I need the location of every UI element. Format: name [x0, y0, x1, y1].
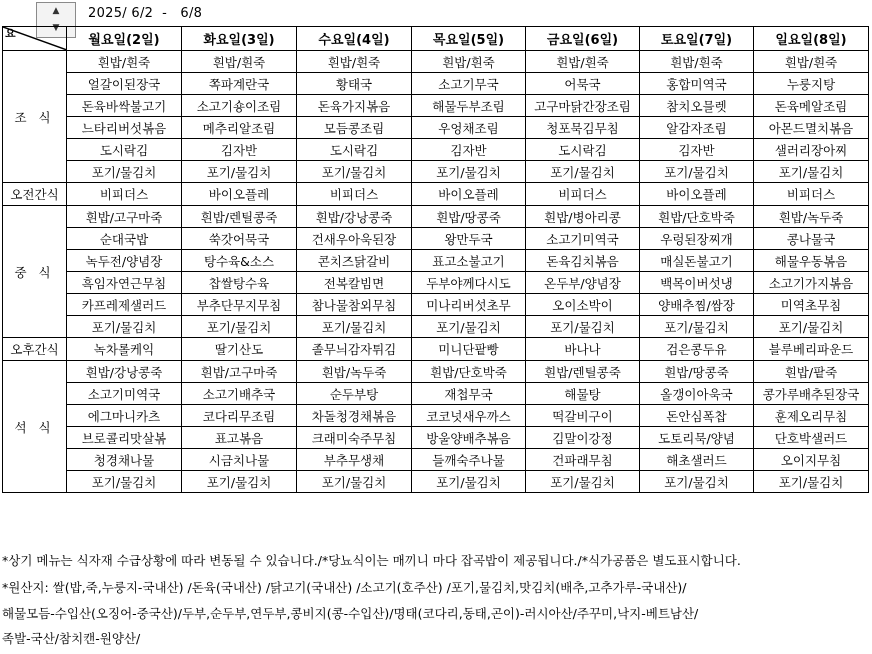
menu-cell[interactable]: 도시락김 — [297, 139, 412, 161]
menu-cell[interactable]: 콘치즈닭갈비 — [297, 250, 412, 272]
menu-cell[interactable]: 쪽파계란국 — [182, 73, 297, 95]
menu-cell[interactable]: 포기/물김치 — [182, 316, 297, 338]
snack-cell[interactable]: 녹차롤케익 — [67, 338, 182, 361]
menu-cell[interactable]: 흰밥/단호박죽 — [640, 206, 754, 228]
weekly-menu-table — [2, 26, 869, 493]
menu-cell[interactable]: 흰밥/땅콩죽 — [412, 206, 526, 228]
menu-cell[interactable]: 포기/물김치 — [412, 161, 526, 183]
menu-cell[interactable]: 도시락김 — [67, 139, 182, 161]
menu-cell[interactable]: 얼갈이된장국 — [67, 73, 182, 95]
afternoon-snack-label: 오후간식 — [3, 338, 67, 361]
menu-cell[interactable]: 포기/물김치 — [67, 471, 182, 493]
lunch-row — [3, 294, 869, 316]
menu-cell[interactable]: 흰밥/땅콩죽 — [640, 361, 754, 383]
menu-cell[interactable]: 포기/물김치 — [182, 471, 297, 493]
header-row — [3, 27, 869, 51]
menu-cell[interactable]: 에그마니카츠 — [67, 405, 182, 427]
snack-cell[interactable]: 비피더스 — [526, 183, 640, 206]
menu-cell[interactable]: 부추무생채 — [297, 449, 412, 471]
menu-cell[interactable]: 알감자조림 — [640, 117, 754, 139]
dinner-row — [3, 383, 869, 405]
menu-cell[interactable]: 떡갈비구이 — [526, 405, 640, 427]
day-header: 수요일(4일) — [297, 27, 412, 51]
menu-cell[interactable]: 단호박샐러드 — [754, 427, 869, 449]
snack-cell[interactable]: 블루베리파운드 — [754, 338, 869, 361]
menu-cell[interactable]: 온두부/양념장 — [526, 272, 640, 294]
menu-cell[interactable]: 흰밥/팥죽 — [754, 361, 869, 383]
menu-cell[interactable]: 소고기미역국 — [67, 383, 182, 405]
menu-cell[interactable]: 백목이버섯냉 — [640, 272, 754, 294]
menu-cell[interactable]: 돈육메알조림 — [754, 95, 869, 117]
snack-cell[interactable]: 검은콩두유 — [640, 338, 754, 361]
menu-cell[interactable]: 녹두전/양념장 — [67, 250, 182, 272]
menu-cell[interactable]: 포기/물김치 — [640, 161, 754, 183]
menu-cell[interactable]: 순대국밥 — [67, 228, 182, 250]
menu-cell[interactable]: 흰밥/흰죽 — [526, 51, 640, 73]
breakfast-label: 조 식 — [3, 51, 67, 183]
morning-snack-label: 오전간식 — [3, 183, 67, 206]
menu-cell[interactable]: 탕수육&소스 — [182, 250, 297, 272]
menu-cell[interactable]: 양배추찜/쌈장 — [640, 294, 754, 316]
menu-cell[interactable]: 김자반 — [182, 139, 297, 161]
morning-snack-row — [3, 183, 869, 206]
menu-cell[interactable]: 김자반 — [640, 139, 754, 161]
menu-cell[interactable]: 돈육바싹불고기 — [67, 95, 182, 117]
menu-cell[interactable]: 모듬콩조림 — [297, 117, 412, 139]
menu-cell[interactable]: 소고기배추국 — [182, 383, 297, 405]
breakfast-row — [3, 117, 869, 139]
dinner-row — [3, 471, 869, 493]
menu-cell[interactable]: 왕만두국 — [412, 228, 526, 250]
breakfast-row — [3, 73, 869, 95]
menu-cell[interactable]: 포기/물김치 — [412, 316, 526, 338]
menu-cell[interactable]: 포기/물김치 — [526, 471, 640, 493]
menu-cell[interactable]: 고구마닭간장조림 — [526, 95, 640, 117]
menu-cell[interactable]: 매실돈불고기 — [640, 250, 754, 272]
menu-cell[interactable]: 건새우아욱된장 — [297, 228, 412, 250]
dinner-row — [3, 449, 869, 471]
menu-cell[interactable]: 포기/물김치 — [67, 161, 182, 183]
menu-cell[interactable]: 표고소불고기 — [412, 250, 526, 272]
breakfast-row — [3, 161, 869, 183]
menu-cell[interactable]: 미역초무침 — [754, 294, 869, 316]
menu-cell[interactable]: 돈육김치볶음 — [526, 250, 640, 272]
day-header: 금요일(6일) — [526, 27, 640, 51]
menu-cell[interactable]: 미나리버섯초무 — [412, 294, 526, 316]
lunch-row — [3, 228, 869, 250]
menu-cell[interactable]: 오이소박이 — [526, 294, 640, 316]
menu-cell[interactable]: 흰밥/흰죽 — [182, 51, 297, 73]
menu-cell[interactable]: 포기/물김치 — [640, 316, 754, 338]
menu-cell[interactable]: 느타리버섯볶음 — [67, 117, 182, 139]
menu-cell[interactable]: 흑임자연근무침 — [67, 272, 182, 294]
menu-cell[interactable]: 오이지무침 — [754, 449, 869, 471]
menu-cell[interactable]: 소고기무국 — [412, 73, 526, 95]
menu-cell[interactable]: 흰밥/렌틸콩죽 — [526, 361, 640, 383]
note-line: 해물모듬-수입산(오징어-중국산)/두부,순두부,연두부,콩비지(콩-수입산)/명태(코다리,동태,곤이)-러시아산/주꾸미,낙지-베트남산/ — [2, 606, 699, 621]
day-header: 토요일(7일) — [640, 27, 754, 51]
spin-down-icon[interactable]: ▼ — [37, 20, 75, 37]
menu-cell[interactable]: 흰밥/흰죽 — [297, 51, 412, 73]
menu-cell[interactable]: 재첩무국 — [412, 383, 526, 405]
menu-cell[interactable]: 돈육가지볶음 — [297, 95, 412, 117]
menu-cell[interactable]: 흰밥/고구마죽 — [67, 206, 182, 228]
menu-cell[interactable]: 포기/물김치 — [754, 471, 869, 493]
menu-cell[interactable]: 해물우동볶음 — [754, 250, 869, 272]
dinner-row — [3, 361, 869, 383]
menu-cell[interactable]: 소고기숑이조림 — [182, 95, 297, 117]
afternoon-snack-row — [3, 338, 869, 361]
breakfast-row — [3, 95, 869, 117]
menu-cell[interactable]: 청포묵김무침 — [526, 117, 640, 139]
menu-cell[interactable]: 흰밥/흰죽 — [412, 51, 526, 73]
breakfast-row — [3, 139, 869, 161]
menu-cell[interactable]: 흰밥/병아리콩 — [526, 206, 640, 228]
menu-cell[interactable]: 코다리무조림 — [182, 405, 297, 427]
menu-cell[interactable]: 흰밥/강낭콩죽 — [67, 361, 182, 383]
snack-cell[interactable]: 바이오플레 — [640, 183, 754, 206]
menu-cell[interactable]: 크래미숙주무침 — [297, 427, 412, 449]
dinner-row — [3, 427, 869, 449]
menu-cell[interactable]: 포기/물김치 — [182, 161, 297, 183]
snack-cell[interactable]: 바이오플레 — [412, 183, 526, 206]
day-header: 월요일(2일) — [67, 27, 182, 51]
menu-cell[interactable]: 포기/물김치 — [640, 471, 754, 493]
menu-cell[interactable]: 방울양배추볶음 — [412, 427, 526, 449]
menu-cell[interactable]: 황태국 — [297, 73, 412, 95]
menu-cell[interactable]: 김말이강정 — [526, 427, 640, 449]
menu-cell[interactable]: 코코넛새우까스 — [412, 405, 526, 427]
menu-cell[interactable]: 흰밥/흰죽 — [754, 51, 869, 73]
menu-cell[interactable]: 아몬드멸치볶음 — [754, 117, 869, 139]
lunch-label: 중 식 — [3, 206, 67, 338]
menu-cell[interactable]: 포기/물김치 — [754, 161, 869, 183]
menu-cell[interactable]: 흰밥/녹두죽 — [754, 206, 869, 228]
menu-cell[interactable]: 흰밥/녹두죽 — [297, 361, 412, 383]
menu-cell[interactable]: 포기/물김치 — [526, 161, 640, 183]
menu-cell[interactable]: 훈제오리무침 — [754, 405, 869, 427]
menu-cell[interactable]: 소고기가지볶음 — [754, 272, 869, 294]
menu-cell[interactable]: 메추리알조림 — [182, 117, 297, 139]
menu-cell[interactable]: 카프레제샐러드 — [67, 294, 182, 316]
menu-cell[interactable]: 흰밥/흰죽 — [67, 51, 182, 73]
menu-cell[interactable]: 포기/물김치 — [297, 161, 412, 183]
date-range: 2025/ 6/2 - 6/8 — [88, 6, 203, 21]
menu-cell[interactable]: 포기/물김치 — [297, 316, 412, 338]
dinner-label: 석 식 — [3, 361, 67, 493]
menu-cell[interactable]: 어묵국 — [526, 73, 640, 95]
spin-up-icon[interactable]: ▲ — [37, 3, 75, 21]
menu-cell[interactable]: 소고기미역국 — [526, 228, 640, 250]
breakfast-row — [3, 51, 869, 73]
menu-cell[interactable]: 올갱이아욱국 — [640, 383, 754, 405]
menu-cell[interactable]: 해물두부조림 — [412, 95, 526, 117]
menu-cell[interactable]: 포기/물김치 — [67, 316, 182, 338]
snack-cell[interactable]: 바이오플레 — [182, 183, 297, 206]
menu-cell[interactable]: 차돌청경채볶음 — [297, 405, 412, 427]
menu-cell[interactable]: 흰밥/렌틸콩죽 — [182, 206, 297, 228]
lunch-row — [3, 272, 869, 294]
snack-cell[interactable]: 미니단팥빵 — [412, 338, 526, 361]
snack-cell[interactable]: 비피더스 — [297, 183, 412, 206]
menu-cell[interactable]: 김자반 — [412, 139, 526, 161]
menu-cell[interactable]: 흰밥/고구마죽 — [182, 361, 297, 383]
menu-cell[interactable]: 청경채나물 — [67, 449, 182, 471]
menu-cell[interactable]: 참나물참외무침 — [297, 294, 412, 316]
menu-cell[interactable]: 건파래무침 — [526, 449, 640, 471]
snack-cell[interactable]: 졸무늬감자튀김 — [297, 338, 412, 361]
menu-cell[interactable]: 두부야께다시도 — [412, 272, 526, 294]
menu-cell[interactable]: 포기/물김치 — [754, 316, 869, 338]
menu-cell[interactable]: 해물탕 — [526, 383, 640, 405]
menu-cell[interactable]: 도토리묵/양념 — [640, 427, 754, 449]
menu-cell[interactable]: 도시락김 — [526, 139, 640, 161]
day-header: 목요일(5일) — [412, 27, 526, 51]
menu-cell[interactable]: 콩가루배추된장국 — [754, 383, 869, 405]
snack-cell[interactable]: 비피더스 — [754, 183, 869, 206]
lunch-row — [3, 250, 869, 272]
menu-cell[interactable]: 순두부탕 — [297, 383, 412, 405]
menu-cell[interactable]: 돈안심폭찹 — [640, 405, 754, 427]
lunch-row — [3, 316, 869, 338]
corner-cell — [3, 27, 67, 51]
menu-cell[interactable]: 우엉채조림 — [412, 117, 526, 139]
dinner-row — [3, 405, 869, 427]
menu-cell[interactable]: 시금치나물 — [182, 449, 297, 471]
note-line: 족발-국산/참치캔-원양산/ — [2, 631, 141, 646]
snack-cell[interactable]: 딸기산도 — [182, 338, 297, 361]
menu-cell[interactable]: 브로콜리맛살볶 — [67, 427, 182, 449]
menu-cell[interactable]: 표고볶음 — [182, 427, 297, 449]
menu-cell[interactable]: 흰밥/강낭콩죽 — [297, 206, 412, 228]
menu-cell[interactable]: 포기/물김치 — [526, 316, 640, 338]
menu-cell[interactable]: 참치오믈렛 — [640, 95, 754, 117]
lunch-row — [3, 206, 869, 228]
menu-cell[interactable]: 들깨숙주나물 — [412, 449, 526, 471]
day-header: 일요일(8일) — [754, 27, 869, 51]
menu-cell[interactable]: 전복칼빔면 — [297, 272, 412, 294]
menu-cell[interactable]: 해초샐러드 — [640, 449, 754, 471]
menu-cell[interactable]: 샐러리장아찌 — [754, 139, 869, 161]
menu-cell[interactable]: 흰밥/단호박죽 — [412, 361, 526, 383]
menu-cell[interactable]: 콩나물국 — [754, 228, 869, 250]
snack-cell[interactable]: 비피더스 — [67, 183, 182, 206]
menu-cell[interactable]: 흰밥/흰죽 — [640, 51, 754, 73]
corner-label: 요 — [5, 27, 16, 40]
menu-cell[interactable]: 우렁된장찌개 — [640, 228, 754, 250]
snack-cell[interactable]: 바나나 — [526, 338, 640, 361]
menu-cell[interactable]: 포기/물김치 — [412, 471, 526, 493]
menu-cell[interactable]: 누룽지탕 — [754, 73, 869, 95]
note-line: *상기 메뉴는 식자재 수급상황에 따라 변동될 수 있습니다./*당뇨식이는 매끼니 마다 잡곡밥이 제공됩니다./*식가공품은 별도표시합니다. — [2, 553, 741, 568]
menu-cell[interactable]: 부추단무지무침 — [182, 294, 297, 316]
day-header: 화요일(3일) — [182, 27, 297, 51]
menu-cell[interactable]: 홍합미역국 — [640, 73, 754, 95]
menu-cell[interactable]: 쑥갓어묵국 — [182, 228, 297, 250]
menu-cell[interactable]: 포기/물김치 — [297, 471, 412, 493]
menu-cell[interactable]: 찹쌀탕수육 — [182, 272, 297, 294]
note-line: *원산지: 쌀(밥,죽,누룽지-국내산) /돈육(국내산) /닭고기(국내산) /소고기(호주산) /포기,물김치,맛김치(배추,고추가루-국내산)/ — [2, 580, 687, 595]
